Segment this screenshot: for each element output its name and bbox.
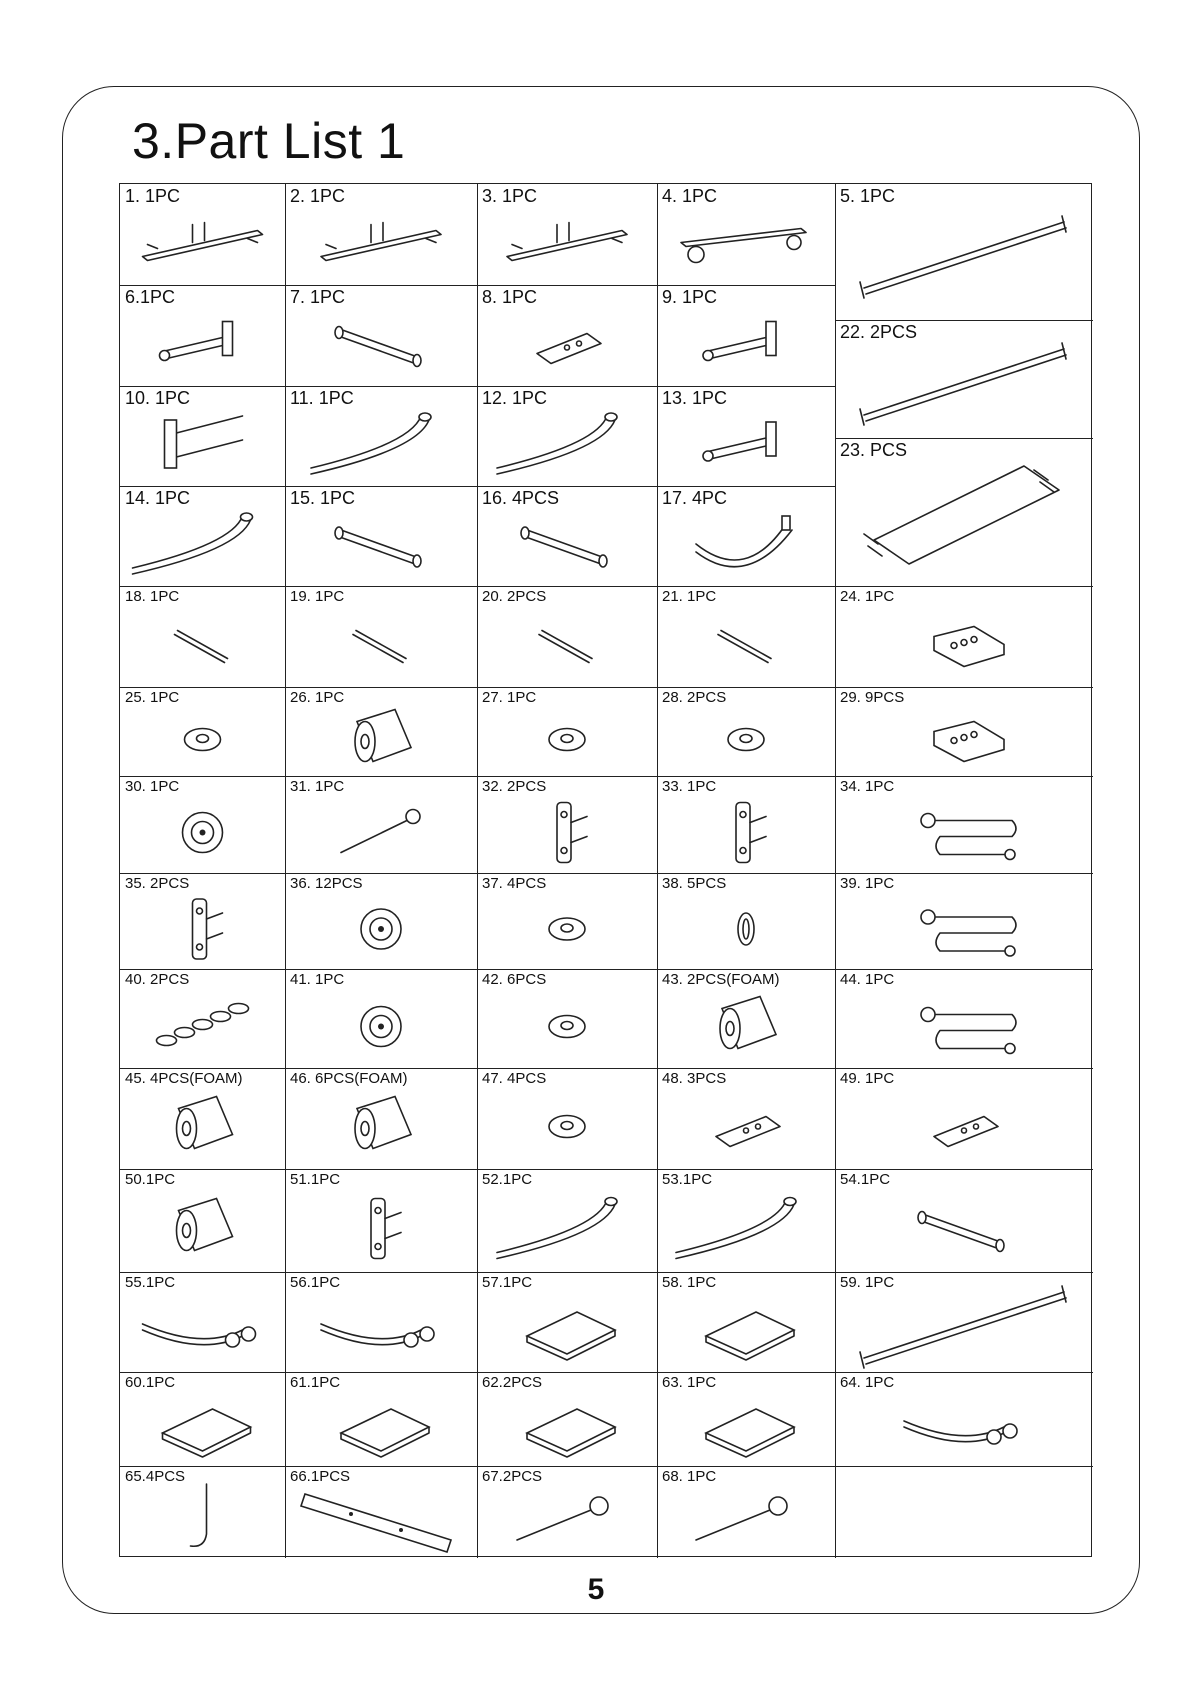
part-label: 50.1PC	[125, 1171, 176, 1188]
part-cell	[120, 285, 285, 386]
part-cell	[477, 1068, 657, 1169]
part-label: 14. 1PC	[125, 488, 191, 508]
part-cell	[657, 873, 835, 969]
part-label: 43. 2PCS(FOAM)	[662, 971, 780, 988]
part-label: 21. 1PC	[662, 588, 717, 605]
part-cell	[657, 776, 835, 873]
part-cell	[285, 486, 477, 586]
part-label: 1. 1PC	[125, 186, 181, 206]
part-cell	[285, 386, 477, 486]
part-label: 16. 4PCS	[482, 488, 560, 508]
part-cell	[477, 1272, 657, 1372]
part-cell	[285, 687, 477, 776]
part-label: 58. 1PC	[662, 1274, 717, 1291]
part-cell	[835, 776, 1093, 873]
part-label: 33. 1PC	[662, 778, 717, 795]
part-label: 11. 1PC	[290, 388, 354, 408]
part-label: 3. 1PC	[482, 186, 538, 206]
part-label: 62.2PCS	[482, 1374, 543, 1391]
part-cell	[285, 1068, 477, 1169]
part-label: 23. PCS	[840, 440, 908, 460]
part-label: 22. 2PCS	[840, 322, 918, 342]
part-cell	[657, 1372, 835, 1466]
page-number: 5	[587, 1573, 605, 1606]
part-cell	[657, 687, 835, 776]
part-cell	[477, 687, 657, 776]
part-cell	[477, 1372, 657, 1466]
part-label: 20. 2PCS	[482, 588, 547, 605]
part-label: 36. 12PCS	[290, 875, 363, 892]
part-cell	[477, 1466, 657, 1558]
part-label: 29. 9PCS	[840, 689, 905, 706]
part-cell	[835, 969, 1093, 1068]
part-label: 61.1PC	[290, 1374, 341, 1391]
part-label: 45. 4PCS(FOAM)	[125, 1070, 243, 1087]
part-label: 19. 1PC	[290, 588, 345, 605]
part-label: 56.1PC	[290, 1274, 341, 1291]
part-label: 60.1PC	[125, 1374, 176, 1391]
part-cell	[120, 586, 285, 687]
part-label: 51.1PC	[290, 1171, 341, 1188]
part-cell	[285, 1169, 477, 1272]
part-label: 31. 1PC	[290, 778, 345, 795]
part-cell	[477, 285, 657, 386]
part-cell	[835, 1068, 1093, 1169]
part-label: 59. 1PC	[840, 1274, 895, 1291]
part-label: 8. 1PC	[482, 287, 538, 307]
part-label: 49. 1PC	[840, 1070, 895, 1087]
part-cell	[285, 1466, 477, 1558]
part-label: 2. 1PC	[290, 186, 346, 206]
part-cell	[835, 438, 1093, 586]
part-cell	[657, 486, 835, 586]
part-label: 40. 2PCS	[125, 971, 190, 988]
part-cell	[120, 776, 285, 873]
part-cell	[657, 285, 835, 386]
part-cell	[285, 969, 477, 1068]
part-label: 44. 1PC	[840, 971, 895, 988]
part-cell	[120, 969, 285, 1068]
part-label: 15. 1PC	[290, 488, 356, 508]
part-label: 52.1PC	[482, 1171, 533, 1188]
part-label: 37. 4PCS	[482, 875, 547, 892]
part-label: 34. 1PC	[840, 778, 895, 795]
part-cell	[657, 1272, 835, 1372]
part-label: 30. 1PC	[125, 778, 180, 795]
part-label: 65.4PCS	[125, 1468, 186, 1485]
part-cell	[835, 184, 1093, 320]
part-cell	[835, 1372, 1093, 1466]
part-cell	[120, 873, 285, 969]
part-label: 7. 1PC	[290, 287, 346, 307]
part-label: 64. 1PC	[840, 1374, 895, 1391]
part-cell	[285, 1372, 477, 1466]
part-cell	[285, 184, 477, 285]
part-label: 41. 1PC	[290, 971, 345, 988]
part-cell	[120, 1372, 285, 1466]
part-label: 57.1PC	[482, 1274, 533, 1291]
part-label: 42. 6PCS	[482, 971, 547, 988]
part-cell	[477, 969, 657, 1068]
part-cell	[120, 1169, 285, 1272]
part-cell	[835, 873, 1093, 969]
part-label: 26. 1PC	[290, 689, 345, 706]
part-cell	[120, 184, 285, 285]
part-cell	[657, 1466, 835, 1558]
part-label: 4. 1PC	[662, 186, 718, 206]
part-cell	[477, 386, 657, 486]
part-label: 6.1PC	[125, 287, 176, 307]
part-cell	[835, 1169, 1093, 1272]
part-cell	[285, 776, 477, 873]
part-cell	[120, 486, 285, 586]
part-cell	[657, 184, 835, 285]
part-label: 18. 1PC	[125, 588, 180, 605]
part-cell	[285, 873, 477, 969]
part-label: 5. 1PC	[840, 186, 896, 206]
part-cell	[835, 1272, 1093, 1372]
part-cell	[120, 687, 285, 776]
part-cell	[657, 386, 835, 486]
part-cell	[657, 1169, 835, 1272]
part-label: 48. 3PCS	[662, 1070, 727, 1087]
part-label: 67.2PCS	[482, 1468, 543, 1485]
part-label: 27. 1PC	[482, 689, 537, 706]
part-cell	[657, 586, 835, 687]
part-cell	[835, 687, 1093, 776]
part-cell	[120, 1272, 285, 1372]
part-label: 63. 1PC	[662, 1374, 717, 1391]
part-cell	[120, 386, 285, 486]
part-label: 46. 6PCS(FOAM)	[290, 1070, 408, 1087]
part-cell	[657, 1068, 835, 1169]
part-label: 39. 1PC	[840, 875, 895, 892]
part-label: 35. 2PCS	[125, 875, 190, 892]
part-cell	[477, 184, 657, 285]
part-label: 47. 4PCS	[482, 1070, 547, 1087]
part-label: 68. 1PC	[662, 1468, 717, 1485]
part-label: 38. 5PCS	[662, 875, 727, 892]
part-cell	[477, 1169, 657, 1272]
part-cell	[657, 969, 835, 1068]
part-label: 55.1PC	[125, 1274, 176, 1291]
part-cell	[120, 1068, 285, 1169]
part-label: 25. 1PC	[125, 689, 180, 706]
part-label: 66.1PCS	[290, 1468, 351, 1485]
part-label: 12. 1PC	[482, 388, 548, 408]
part-cell	[477, 486, 657, 586]
part-cell	[285, 285, 477, 386]
part-cell	[477, 873, 657, 969]
parts-grid	[119, 183, 1092, 1557]
part-label: 17. 4PC	[662, 488, 728, 508]
part-label: 28. 2PCS	[662, 689, 727, 706]
part-label: 24. 1PC	[840, 588, 895, 605]
part-label: 54.1PC	[840, 1171, 891, 1188]
page-title: 3.Part List 1	[132, 113, 406, 169]
part-label: 13. 1PC	[662, 388, 728, 408]
part-cell	[477, 776, 657, 873]
part-label: 53.1PC	[662, 1171, 713, 1188]
part-cell	[477, 586, 657, 687]
part-cell	[285, 586, 477, 687]
part-cell	[285, 1272, 477, 1372]
part-label: 32. 2PCS	[482, 778, 547, 795]
part-cell	[835, 586, 1093, 687]
part-cell	[835, 320, 1093, 438]
part-label: 10. 1PC	[125, 388, 191, 408]
part-label: 9. 1PC	[662, 287, 718, 307]
part-cell	[120, 1466, 285, 1558]
